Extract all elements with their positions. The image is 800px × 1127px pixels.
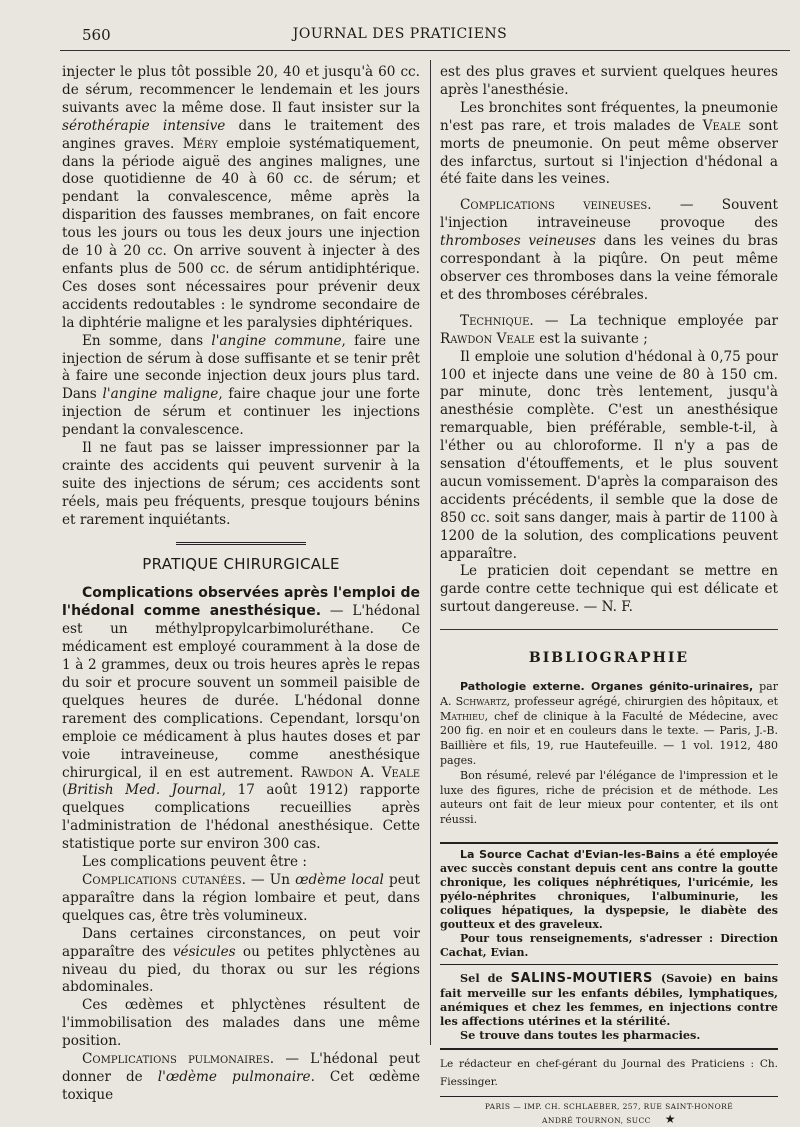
paragraph-serotherapie	[62, 64, 420, 333]
author-name: Rawdon A. Veale	[300, 764, 421, 781]
text: injecter le plus tôt possible 20, 40 et jusqu'à 60 cc. de sérum, recommencer le lendemain et les jours suivants avec la même dose. Il faut insister sur la	[62, 64, 420, 116]
text: , faire chaque jour une forte injection de sérum et continuer les injections pendant la convalescence.	[62, 386, 420, 439]
text: Les bronchites sont fréquentes, la pneumonie n'est pas rare, et trois malades de	[440, 99, 778, 134]
subheading: Complications veineuses.	[460, 197, 652, 214]
subheading: Complications cutanées.	[82, 871, 246, 888]
text: . Cet œdème toxique	[62, 1068, 420, 1103]
text: sont morts de pneumonie. On peut même observer des infarctus, surtout si l'injection d'hédonal a été faite dans les veines.	[440, 117, 778, 188]
paragraph-complications: Les complications peuvent être :	[82, 854, 307, 871]
emphasis: thromboses veineuses	[440, 233, 596, 250]
subheading: Complications pulmonaires.	[82, 1051, 275, 1068]
paragraph-bronchites	[440, 100, 778, 190]
article-title: Complications observées après l'emploi de l'hédonal comme anesthésique.	[62, 585, 420, 620]
text: En somme, dans	[82, 332, 212, 349]
text: Sel de	[460, 971, 511, 986]
author-name: Veale	[702, 117, 741, 134]
biblio-rule	[440, 629, 778, 630]
emphasis: British Med. Journal	[67, 782, 222, 799]
left-column	[62, 64, 420, 1105]
right-column	[440, 64, 778, 1127]
text: dans le traitement des angines graves.	[62, 117, 420, 152]
text: (	[62, 782, 68, 799]
text: a été employée avec succès constant depuis cent ans contre la goutte chronique, les coliques néphrétiques, l'uricémie, les pyélo-néphrites chroniques, l'albuminurie, les coliques hépatiques, la dyspepsie, le diabète des goutteux et des graveleux.	[440, 848, 778, 932]
paragraph-grave: est des plus graves et survient quelques heures après l'anesthésie.	[440, 64, 778, 98]
subheading: Technique.	[460, 312, 534, 329]
paragraph-vesicules	[62, 926, 420, 998]
emphasis: l'angine maligne	[102, 386, 219, 403]
text: — La technique employée par	[533, 312, 778, 329]
paragraph-accidents: Il ne faut pas se laisser impressionner par la crainte des accidents qui peuvent survenir à la suite des injections de sérum; ces accidents sont réels, mais peu fréquents, presque toujours bénins et rarement inquiétants.	[62, 440, 420, 528]
printer-name: ANDRÉ TOURNON, SUCC	[542, 1115, 651, 1125]
bibliography-review: Bon résumé, relevé par l'élégance de l'impression et le luxe des figures, riche de précision et de méthode. Les auteurs ont fait de leur mieux pour contenter, et ils ont réussi.	[440, 768, 778, 827]
text: ou petites phlyctènes au niveau du pied, du thorax ou sur les régions abdominales.	[62, 943, 420, 996]
column-divider	[430, 60, 431, 1045]
advertisement-cachat	[440, 842, 778, 965]
bibliography-title: BIBLIOGRAPHIE	[528, 650, 690, 667]
paragraph-solution: Il emploie une solution d'hédonal à 0,75 pour 100 et injecte dans une veine de 80 à 150 cm. par minute, donc très lentement, jusqu'à anesthésie complète. C'est un anesthésique remarquable, bien préférable, semble-t-il, à l'éther ou au chloroforme. Il n'y a pas de sensation d'étouffements, et le plus souvent aucun vomissement. D'après la comparaison des accidents précédents, il semble que la dose de 850 cc. soit sans danger, mais à partir de 1100 à 1200 de la solution, des complications peuvent apparaître.	[440, 348, 778, 562]
author-name: Mathieu	[440, 709, 485, 723]
paragraph-praticien: Le praticien doit cependant se mettre en garde contre cette technique qui est délicate et surtout dangereuse. — N. F.	[440, 563, 778, 616]
emphasis: l'œdème pulmonaire	[157, 1068, 311, 1085]
journal-title: JOURNAL DES PRATICIENS	[292, 26, 508, 42]
printer-successor	[440, 1113, 778, 1127]
text: , chef de clinique à la Faculté de Médecine, avec 200 fig. en noir et en couleurs dans le texte. — Paris, J.-B. Baillière et fils, 19, rue Hautefeuille. — 1 vol. 1912, 480 pages.	[440, 709, 778, 768]
printer-line	[440, 1101, 778, 1127]
text: est la suivante ;	[534, 330, 648, 347]
paragraph-oedemes: Ces œdèmes et phlyctènes résultent de l'immobilisation des malades dans une même position.	[62, 997, 420, 1050]
text: , professeur agrégé, chirurgien des hôpitaux, et	[506, 694, 779, 708]
book-title: Pathologie externe. Organes génito-urinaires,	[460, 680, 754, 694]
text: , faire une injection de sérum à dose suffisante et se tenir prêt à faire une seconde injection deux jours plus tard. Dans	[62, 332, 420, 403]
text: par A.	[440, 680, 778, 708]
ad-salins-availability: Se trouve dans toutes les pharmacies.	[460, 1028, 701, 1043]
author-name: Méry	[182, 135, 218, 152]
author-name: Schwartz	[455, 694, 507, 708]
paragraph-cutanees	[62, 872, 420, 926]
editor-line: Le rédacteur en chef-gérant du Journal des Praticiens : Ch. Fiessinger.	[440, 1050, 778, 1097]
bibliography-entry	[440, 680, 778, 769]
article-hedonal	[62, 585, 420, 854]
emphasis: vésicules	[172, 943, 236, 960]
text: — Souvent l'injection intraveineuse provoque des	[440, 197, 779, 232]
emphasis: sérothérapie intensive	[62, 117, 226, 134]
text: Dans certaines circonstances, on peut voir apparaître des	[62, 925, 420, 960]
printer-address: PARIS — IMP. CH. SCHLAEBER, 257, RUE SAINT-HONORÉ	[484, 1101, 734, 1111]
text: — L'hédonal peut donner de	[62, 1051, 420, 1085]
text: (Savoie) en bains fait merveille sur les enfants débiles, lymphatiques, anémiques et chez les femmes, en injections contre les affections utérines et la stérilité.	[440, 971, 779, 1029]
ad-brand: SALINS-MOUTIERS	[510, 971, 653, 987]
author-name: Rawdon Veale	[440, 330, 535, 347]
ad-salins-text	[440, 971, 778, 1028]
ad-title: La Source Cachat d'Evian-les-Bains	[460, 848, 680, 862]
text: — L'hédonal est un méthylpropylcarbimoluréthane. Ce médicament est employé couramment à la dose de 1 à 2 grammes, deux ou trois heures après le repas du soir et procure souvent un sommeil paisible de quelques heures de durée. L'hédonal donne rarement des complications. Cependant, lorsqu'on emploie ce médicament à plus hautes doses et par voie intraveineuse, comme anesthésique chirurgical, il en est autrement.	[62, 603, 420, 781]
emphasis: œdème local	[295, 871, 384, 888]
page-header	[0, 26, 800, 46]
section-title: PRATIQUE CHIRURGICALE	[142, 554, 340, 573]
text: peut apparaître dans la région lombaire et peut, dans quelques cas, être très volumineux.	[62, 871, 420, 924]
paragraph-pulmonaires	[62, 1051, 420, 1105]
page-number: 560	[82, 26, 111, 44]
paragraph-en-somme	[62, 333, 420, 440]
section-rule	[176, 542, 306, 548]
star-icon: ★	[664, 1111, 676, 1126]
ad-cachat-text	[440, 848, 778, 932]
advertisement-salins	[440, 965, 778, 1050]
emphasis: l'angine commune	[211, 332, 342, 349]
ad-cachat-contact: Pour tous renseignements, s'adresser : Direction Cachat, Evian.	[440, 932, 778, 960]
text: dans les veines du bras correspondant à la piqûre. On peut même observer ces thromboses dans la veine fémorale et des thromboses cérébrales.	[440, 233, 778, 303]
text: , 17 août 1912) rapporte quelques complications recueillies après l'administration de l'hédonal anesthésique. Cette statistique porte sur environ 300 cas.	[62, 782, 420, 853]
text: — Un	[245, 871, 296, 888]
text: emploie systématiquement, dans la période aiguë des angines malignes, une dose quotidienne de 40 à 60 cc. de sérum; et pendant la convalescence, même après la disparition des fausses membranes, on fait encore tous les jours ou tous les deux jours une injection de 10 à 20 cc. On arrive souvent à injecter à des enfants plus de 500 cc. de sérum antidiphtérique. Ces doses sont nécessaires pour prévenir deux accidents redoutables : le syndrome secondaire de la diphtérie maligne et les paralysies diphtériques.	[62, 135, 421, 331]
paragraph-technique	[440, 313, 778, 349]
paragraph-veineuses	[440, 197, 778, 304]
header-rule	[60, 50, 790, 51]
